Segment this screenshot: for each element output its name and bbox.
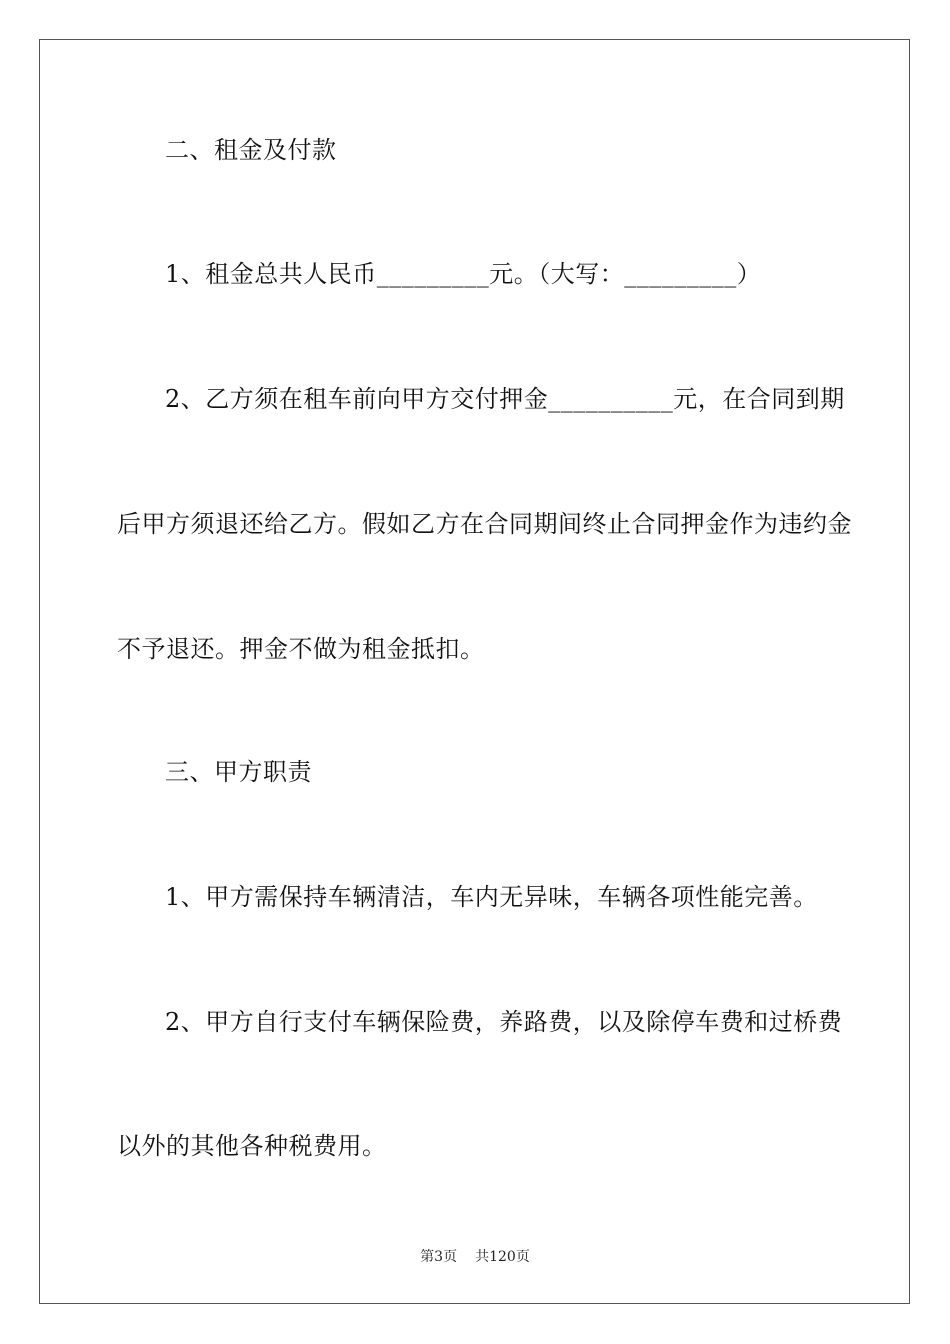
page-border: [39, 39, 910, 1304]
section-heading-rent-payment: 二、租金及付款: [165, 136, 337, 164]
paragraph-deposit-line-2: 后甲方须退还给乙方。假如乙方在合同期间终止合同押金作为违约金: [117, 510, 852, 538]
paragraph-duty-1: 1、甲方需保持车辆清洁，车内无异味，车辆各项性能完善。: [165, 883, 818, 911]
page-number: 第3页: [420, 1249, 458, 1265]
section-heading-party-a-duties: 三、甲方职责: [165, 758, 312, 786]
paragraph-deposit-line-1: 2、乙方须在租车前向甲方交付押金__________元，在合同到期: [165, 385, 845, 413]
page-footer: [0, 1248, 950, 1266]
paragraph-duty-2-line-1: 2、甲方自行支付车辆保险费，养路费，以及除停车费和过桥费: [165, 1008, 843, 1036]
page-total: 共120页: [475, 1249, 530, 1265]
paragraph-duty-2-line-2: 以外的其他各种税费用。: [117, 1132, 387, 1160]
paragraph-deposit-line-3: 不予退还。押金不做为租金抵扣。: [117, 635, 485, 663]
paragraph-rent-total: 1、租金总共人民币_________元。（大写：_________）: [165, 260, 762, 288]
